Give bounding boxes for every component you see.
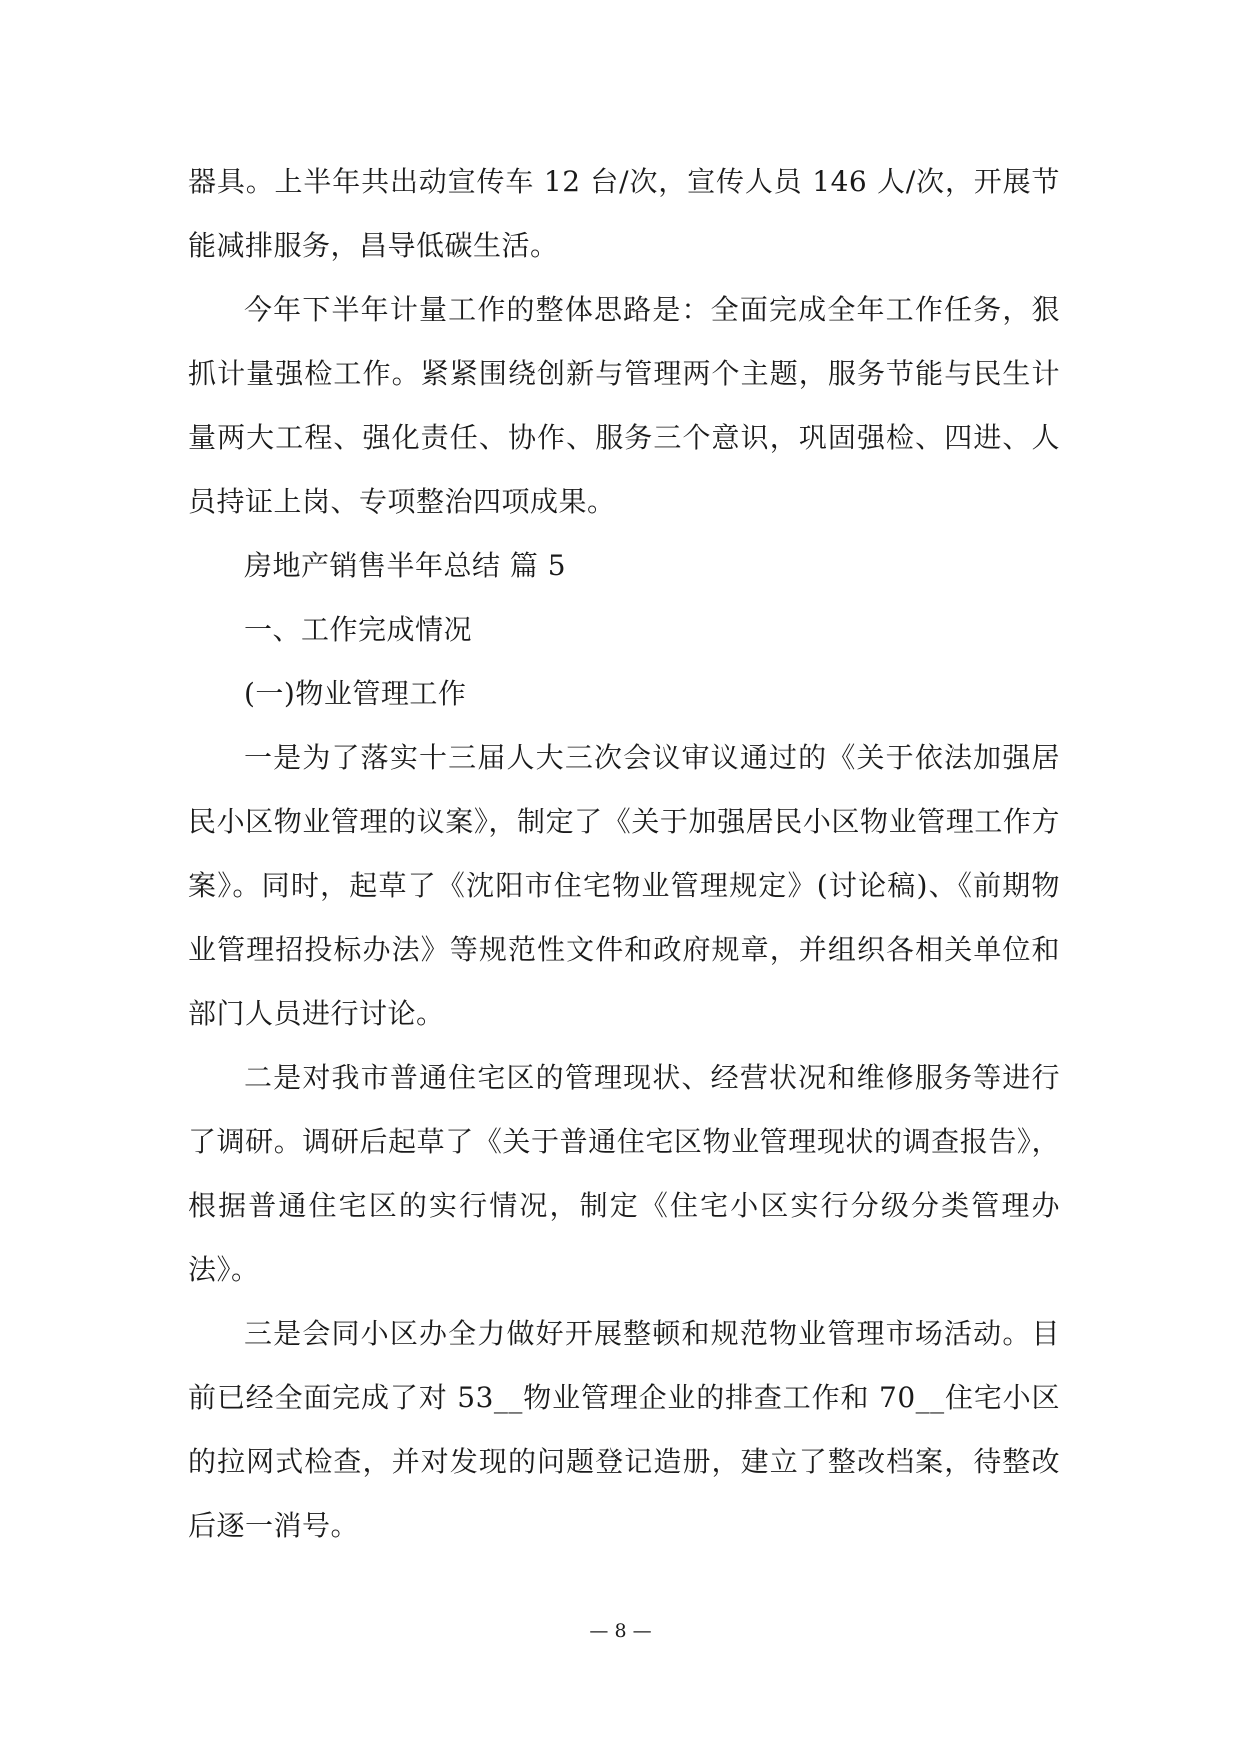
document-body — [188, 150, 1060, 1558]
section-title: 房地产销售半年总结 篇 5 — [244, 549, 567, 582]
paragraph-item-three: 三是会同小区办全力做好开展整顿和规范物业管理市场活动。目前已经全面完成了对 53__物业管理企业的排查工作和 70__住宅小区的拉网式检查，并对发现的问题登记造册，建立了整改档案，待整改后逐一消号。 — [188, 1317, 1060, 1542]
paragraph-energy-saving-publicity: 器具。上半年共出动宣传车 12 台/次，宣传人员 146 人/次，开展节能减排服务，昌导低碳生活。 — [188, 165, 1060, 262]
paragraph-item-two: 二是对我市普通住宅区的管理现状、经营状况和维修服务等进行了调研。调研后起草了《关于普通住宅区物业管理现状的调查报告》，根据普通住宅区的实行情况，制定《住宅小区实行分级分类管理办法》。 — [188, 1061, 1060, 1286]
paragraph-second-half-plan: 今年下半年计量工作的整体思路是：全面完成全年工作任务，狠抓计量强检工作。紧紧围绕创新与管理两个主题，服务节能与民生计量两大工程、强化责任、协作、服务三个意识，巩固强检、四进、人员持证上岗、专项整治四项成果。 — [188, 293, 1060, 518]
page-number: — 8 — — [589, 1620, 652, 1642]
subsection-heading-property-management: (一)物业管理工作 — [244, 677, 467, 710]
paragraph-item-one: 一是为了落实十三届人大三次会议审议通过的《关于依法加强居民小区物业管理的议案》，制定了《关于加强居民小区物业管理工作方案》。同时，起草了《沈阳市住宅物业管理规定》(讨论稿)、《前期物业管理招投标办法》等规范性文件和政府规章，并组织各相关单位和部门人员进行讨论。 — [188, 741, 1060, 1030]
section-heading-work-completion: 一、工作完成情况 — [244, 613, 473, 646]
